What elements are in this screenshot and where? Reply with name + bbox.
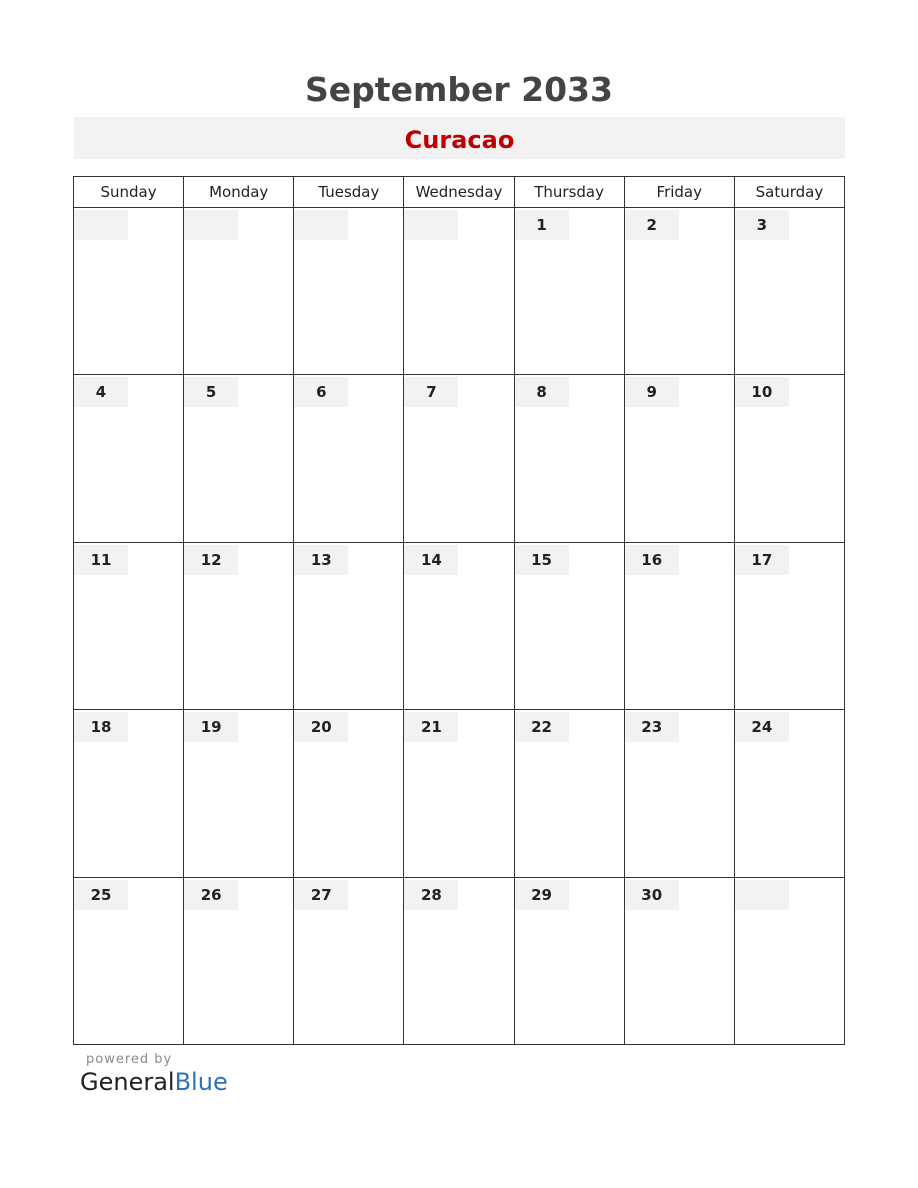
day-number: 25 (74, 880, 128, 910)
day-cell (294, 375, 404, 542)
day-number: 9 (625, 377, 679, 407)
day-cell (184, 710, 294, 877)
day-number: 17 (735, 545, 789, 575)
region-band (74, 117, 845, 159)
day-number: 12 (184, 545, 238, 575)
day-cell (184, 375, 294, 542)
day-cell (404, 542, 514, 709)
day-number: 22 (515, 712, 569, 742)
day-cell (624, 208, 734, 375)
weekday-friday: Friday (624, 177, 734, 208)
day-number: 26 (184, 880, 238, 910)
day-cell (734, 877, 844, 1044)
day-cell (184, 208, 294, 375)
day-cell (624, 542, 734, 709)
day-number: 11 (74, 545, 128, 575)
day-cell (734, 375, 844, 542)
day-cell (404, 375, 514, 542)
day-cell (624, 375, 734, 542)
day-cell (514, 542, 624, 709)
day-number (404, 210, 458, 240)
day-cell (624, 877, 734, 1044)
day-cell (514, 375, 624, 542)
week-row (74, 542, 845, 709)
week-row (74, 375, 845, 542)
day-cell (404, 710, 514, 877)
week-row (74, 208, 845, 375)
day-cell (294, 208, 404, 375)
day-cell (74, 877, 184, 1044)
day-cell (734, 208, 844, 375)
day-number: 21 (404, 712, 458, 742)
day-number: 19 (184, 712, 238, 742)
day-number: 28 (404, 880, 458, 910)
weekday-thursday: Thursday (514, 177, 624, 208)
logo-text-general: General (80, 1068, 175, 1096)
day-number: 6 (294, 377, 348, 407)
calendar-grid (73, 176, 845, 1045)
day-number: 4 (74, 377, 128, 407)
day-number: 24 (735, 712, 789, 742)
day-number: 2 (625, 210, 679, 240)
day-cell (514, 877, 624, 1044)
day-cell (74, 208, 184, 375)
day-cell (184, 877, 294, 1044)
day-number: 29 (515, 880, 569, 910)
day-cell (734, 542, 844, 709)
weekday-wednesday: Wednesday (404, 177, 514, 208)
day-cell (734, 710, 844, 877)
logo-text-blue: Blue (174, 1068, 228, 1096)
day-number: 20 (294, 712, 348, 742)
weekday-tuesday: Tuesday (294, 177, 404, 208)
day-cell (294, 542, 404, 709)
day-number: 5 (184, 377, 238, 407)
day-number (735, 880, 789, 910)
week-row (74, 710, 845, 877)
day-cell (624, 710, 734, 877)
day-number: 10 (735, 377, 789, 407)
day-cell (184, 542, 294, 709)
day-cell (74, 710, 184, 877)
day-number (74, 210, 128, 240)
day-number: 1 (515, 210, 569, 240)
day-number (184, 210, 238, 240)
day-cell (294, 710, 404, 877)
day-cell (514, 710, 624, 877)
generalblue-logo[interactable] (80, 1068, 228, 1096)
weekday-saturday: Saturday (734, 177, 844, 208)
day-number: 15 (515, 545, 569, 575)
day-number: 14 (404, 545, 458, 575)
weekday-sunday: Sunday (74, 177, 184, 208)
weekday-monday: Monday (184, 177, 294, 208)
day-cell (294, 877, 404, 1044)
day-cell (74, 375, 184, 542)
day-number: 7 (404, 377, 458, 407)
day-number: 18 (74, 712, 128, 742)
page-title: September 2033 (305, 70, 613, 109)
day-cell (514, 208, 624, 375)
day-cell (74, 542, 184, 709)
day-number: 3 (735, 210, 789, 240)
day-number: 8 (515, 377, 569, 407)
day-cell (404, 877, 514, 1044)
region-name: Curacao (404, 126, 515, 154)
weekday-header-row (74, 177, 845, 208)
day-number: 23 (625, 712, 679, 742)
day-number: 27 (294, 880, 348, 910)
day-number: 30 (625, 880, 679, 910)
powered-by-label: powered by (86, 1052, 173, 1067)
day-cell (404, 208, 514, 375)
week-row (74, 877, 845, 1044)
day-number: 16 (625, 545, 679, 575)
day-number (294, 210, 348, 240)
day-number: 13 (294, 545, 348, 575)
